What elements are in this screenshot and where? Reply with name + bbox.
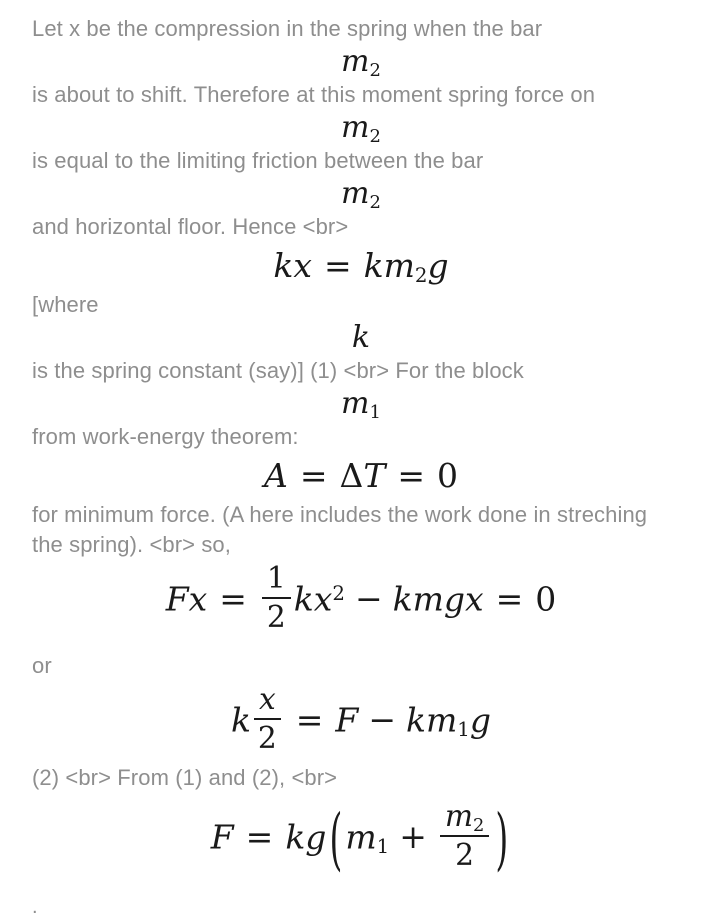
solution-text-2: is about to shift. Therefore at this moment spring force on xyxy=(32,82,596,107)
equals-sign: = xyxy=(219,579,247,619)
fraction-denominator: 2 xyxy=(455,838,475,874)
solution-text-5: [where xyxy=(32,292,99,317)
minus-sign: − xyxy=(354,579,383,619)
solution-text-1: Let x be the compression in the spring when the bar xyxy=(32,16,543,41)
math-term: 0 xyxy=(535,579,557,619)
math-subscript: 2 xyxy=(369,59,381,81)
equals-sign: = xyxy=(323,246,352,285)
math-term: kg xyxy=(285,817,327,857)
solution-text-6: is the spring constant (say)] (1) <br> For the block xyxy=(32,358,524,383)
math-var: m xyxy=(341,386,370,421)
equals-sign: = xyxy=(245,817,274,857)
equals-sign: = xyxy=(397,456,425,495)
equals-sign: = xyxy=(495,579,524,619)
math-subscript: 2 xyxy=(369,125,381,147)
fraction-denominator: 2 xyxy=(257,720,277,756)
math-term: g xyxy=(469,699,491,739)
fraction-x-over-2 xyxy=(254,683,281,756)
math-m2-symbol xyxy=(32,44,690,80)
math-term: F xyxy=(210,817,234,857)
plus-sign: + xyxy=(399,817,427,857)
fraction-one-half xyxy=(262,562,291,635)
solution-text-4: and horizontal floor. Hence <br> xyxy=(32,214,349,239)
math-m2-symbol xyxy=(32,110,690,146)
math-var: m xyxy=(444,799,474,835)
math-term: 0 xyxy=(437,456,458,495)
math-superscript: 2 xyxy=(332,582,345,606)
math-m1-symbol xyxy=(32,386,690,422)
fraction-numerator: x xyxy=(254,683,281,720)
equals-sign: = xyxy=(295,699,324,739)
equation-fx xyxy=(32,561,690,638)
math-subscript: 2 xyxy=(414,263,428,287)
math-subscript: 2 xyxy=(369,191,381,213)
math-term: F xyxy=(335,699,359,739)
fraction-numerator xyxy=(440,800,490,837)
math-var: k xyxy=(351,320,371,355)
math-term: k xyxy=(231,699,251,739)
solution-text-3: is equal to the limiting friction between the bar xyxy=(32,148,484,173)
math-var: m xyxy=(341,110,370,145)
math-term: g xyxy=(427,246,449,285)
math-var: m xyxy=(341,44,370,79)
math-term: m xyxy=(345,817,377,857)
right-parenthesis: ) xyxy=(495,798,509,879)
math-subscript: 1 xyxy=(369,401,381,423)
fraction-denominator: 2 xyxy=(266,600,286,636)
solution-text-10: (2) <br> From (1) and (2), <br> xyxy=(32,765,338,791)
solution-text-11: . xyxy=(32,895,38,918)
math-k-symbol xyxy=(32,320,690,356)
math-term: kx xyxy=(293,579,333,619)
equation-final-force xyxy=(32,798,690,879)
math-var: m xyxy=(341,176,370,211)
math-term: km xyxy=(405,699,458,739)
math-subscript: 1 xyxy=(376,835,390,859)
fraction-m2-over-2 xyxy=(440,800,490,873)
minus-sign: − xyxy=(368,699,396,739)
math-term: Fx xyxy=(165,579,208,619)
delta-symbol: Δ xyxy=(339,456,364,495)
solution-text-9: or xyxy=(32,652,52,678)
fraction-numerator: 1 xyxy=(262,562,291,599)
equation-kx-over-2 xyxy=(32,681,690,759)
math-term: T xyxy=(363,456,386,495)
solution-text-7: from work-energy theorem: xyxy=(32,424,299,449)
equation-work-energy xyxy=(32,455,690,497)
left-parenthesis: ( xyxy=(329,798,343,879)
math-term: A xyxy=(263,456,288,495)
solution-text-8: for minimum force. (A here includes the work done in streching the spring). <br> so, xyxy=(32,502,648,557)
math-subscript: 2 xyxy=(473,814,485,836)
math-term: kx xyxy=(273,246,312,285)
math-term: km xyxy=(363,246,415,285)
math-term: kmgx xyxy=(392,579,484,619)
equals-sign: = xyxy=(299,456,328,495)
math-subscript: 1 xyxy=(457,717,470,741)
equation-spring-friction xyxy=(32,245,690,287)
math-m2-symbol xyxy=(32,176,690,212)
